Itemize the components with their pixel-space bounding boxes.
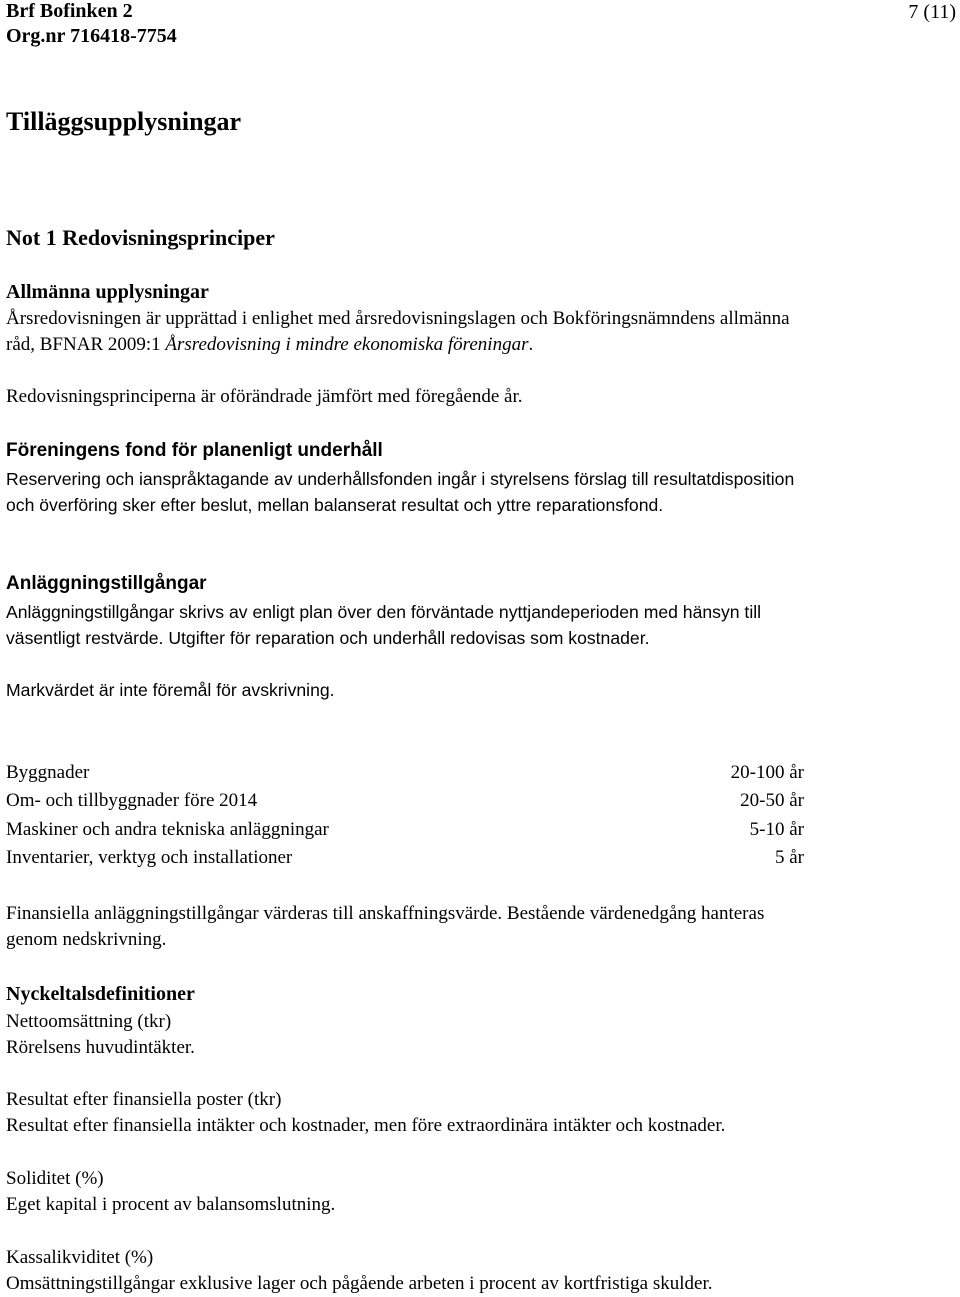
land-value-text: Markvärdet är inte föremål för avskrivning. [6, 680, 335, 700]
table-row-period: 5 år [774, 847, 804, 868]
sentence-end: . [528, 334, 534, 355]
financial-assets-line-1: Finansiella anläggningstillgångar värderas till anskaffningsvärde. Bestående värdenedgång hanteras [6, 903, 765, 924]
org-name: Brf Bofinken 2 [6, 0, 133, 22]
ratio-term: Resultat efter finansiella poster (tkr) [6, 1089, 282, 1110]
fixed-assets-line-2: väsentligt restvärde. Utgifter för reparation och underhåll redovisas som kostnader. [6, 628, 650, 648]
table-row-item: Om- och tillbyggnader före 2014 [6, 790, 258, 811]
fixed-assets-line-1: Anläggningstillgångar skrivs av enligt plan över den förväntade nyttjandeperioden med hänsyn till [6, 602, 762, 622]
ratio-definition: Resultat efter finansiella intäkter och kostnader, men före extraordinära intäkter och kostnader. [6, 1115, 726, 1136]
general-info-line-2 [6, 332, 533, 358]
ratio-definition: Eget kapital i procent av balansomslutning. [6, 1194, 336, 1215]
table-row-item: Byggnader [6, 762, 90, 783]
table-row-period: 5-10 år [749, 819, 804, 840]
standard-reference: råd, BFNAR 2009:1 [6, 334, 166, 355]
maintenance-fund-line-1: Reservering och ianspråktagande av underhållsfonden ingår i styrelsens förslag till resultatdisposition [6, 469, 795, 489]
table-row-item: Maskiner och andra tekniska anläggningar [6, 819, 329, 840]
table-row-item: Inventarier, verktyg och installationer [6, 847, 293, 868]
page-number: 7 (11) [908, 1, 956, 23]
table-row-period: 20-100 år [730, 762, 804, 783]
maintenance-fund-heading: Föreningens fond för planenligt underhåll [6, 440, 383, 461]
financial-assets-line-2: genom nedskrivning. [6, 929, 167, 950]
general-info-heading: Allmänna upplysningar [6, 281, 209, 303]
principles-unchanged-text: Redovisningsprinciperna är oförändrade jämfört med föregående år. [6, 386, 523, 407]
ratio-term: Soliditet (%) [6, 1168, 104, 1189]
ratio-definition: Rörelsens huvudintäkter. [6, 1037, 195, 1058]
fixed-assets-heading: Anläggningstillgångar [6, 573, 207, 594]
standard-title: Årsredovisning i mindre ekonomiska föreningar [165, 334, 529, 355]
note-heading: Not 1 Redovisningsprinciper [6, 225, 275, 250]
page-title: Tilläggsupplysningar [6, 107, 242, 136]
org-number: Org.nr 716418-7754 [6, 25, 177, 47]
maintenance-fund-line-2: och överföring sker efter beslut, mellan balanserat resultat och yttre reparationsfond. [6, 495, 664, 515]
key-ratios-heading: Nyckeltalsdefinitioner [6, 983, 195, 1005]
table-row-period: 20-50 år [740, 790, 804, 811]
ratio-term: Nettoomsättning (tkr) [6, 1011, 172, 1032]
ratio-term: Kassalikviditet (%) [6, 1247, 154, 1268]
ratio-definition: Omsättningstillgångar exklusive lager och pågående arbeten i procent av kortfristiga skulder. [6, 1273, 713, 1294]
general-info-line-1: Årsredovisningen är upprättad i enlighet med årsredovisningslagen och Bokföringsnämndens allmänna [6, 308, 790, 329]
